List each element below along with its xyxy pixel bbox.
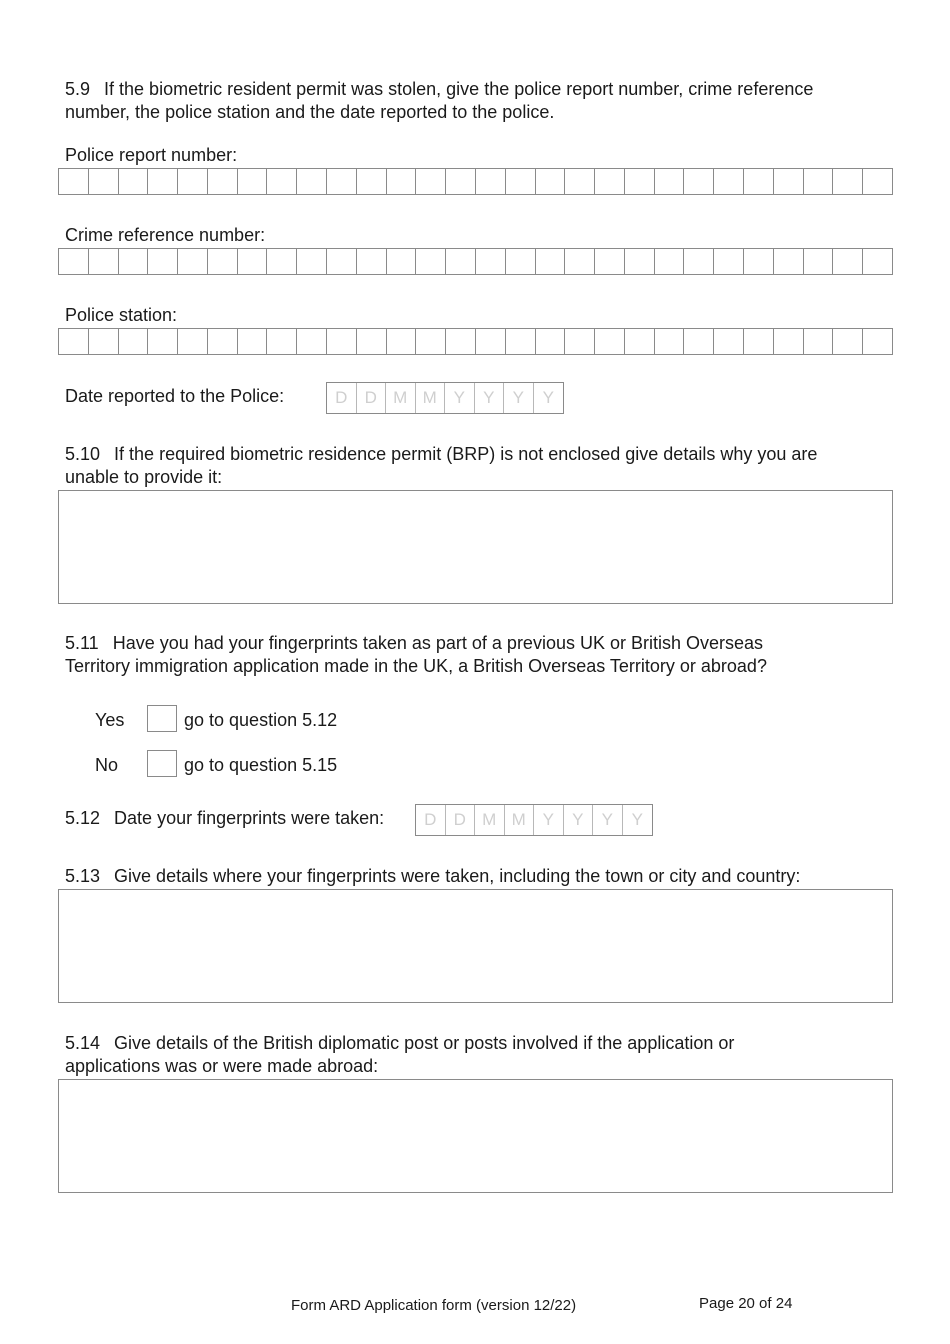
no-goto-text: go to question 5.15 — [184, 755, 338, 775]
date-year-cell[interactable]: Y — [504, 383, 534, 413]
question-5-11-text-cont: Territory immigration application made in the UK, a British Overseas Territory or abroad? — [65, 656, 767, 676]
date-year-cell[interactable]: Y — [475, 383, 505, 413]
question-line: If the biometric resident permit was stolen, give the police report number, crime reference — [104, 79, 814, 99]
question-5-10-text-cont: unable to provide it: — [65, 467, 223, 487]
fingerprints-location-textarea[interactable] — [58, 889, 893, 1003]
question-5-9-text-cont: number, the police station and the date reported to the police. — [65, 102, 555, 122]
fingerprints-date-input[interactable] — [415, 804, 653, 836]
date-month-cell[interactable]: M — [505, 805, 535, 835]
date-year-cell[interactable]: Y — [593, 805, 623, 835]
police-report-number-input[interactable] — [58, 168, 893, 195]
date-reported-label: Date reported to the Police: — [65, 386, 285, 406]
question-5-9-text — [65, 78, 813, 101]
date-month-cell[interactable]: M — [475, 805, 505, 835]
no-label: No — [95, 755, 119, 775]
question-line: Give details where your fingerprints were taken, including the town or city and country: — [114, 866, 801, 886]
police-station-input[interactable] — [58, 328, 893, 355]
yes-checkbox[interactable] — [147, 705, 177, 732]
brp-not-enclosed-details-textarea[interactable] — [58, 490, 893, 604]
date-month-cell[interactable]: M — [416, 383, 446, 413]
date-year-cell[interactable]: Y — [445, 383, 475, 413]
question-5-13-text — [65, 865, 800, 888]
question-number: 5.13 — [65, 866, 101, 886]
yes-goto-text: go to question 5.12 — [184, 710, 338, 730]
question-line: If the required biometric residence permit (BRP) is not enclosed give details why you are — [114, 444, 818, 464]
question-number: 5.10 — [65, 444, 101, 464]
question-5-14-text — [65, 1032, 734, 1055]
question-number: 5.9 — [65, 79, 91, 99]
date-day-cell[interactable]: D — [327, 383, 357, 413]
question-line: Have you had your fingerprints taken as part of a previous UK or British Overseas — [112, 633, 764, 653]
date-day-cell[interactable]: D — [416, 805, 446, 835]
date-year-cell[interactable]: Y — [564, 805, 594, 835]
date-year-cell[interactable]: Y — [542, 388, 554, 407]
no-checkbox[interactable] — [147, 750, 177, 777]
crime-reference-number-label: Crime reference number: — [65, 225, 266, 245]
question-5-12-text — [65, 807, 384, 830]
footer-form-name: Form ARD Application form (version 12/22) — [291, 1297, 577, 1314]
footer-page-number: Page 20 of 24 — [699, 1295, 793, 1312]
date-day-cell[interactable]: D — [446, 805, 476, 835]
crime-reference-number-input[interactable] — [58, 248, 893, 275]
police-report-number-label: Police report number: — [65, 145, 238, 165]
date-year-cell[interactable]: Y — [534, 805, 564, 835]
question-number: 5.12 — [65, 808, 101, 828]
question-5-14-text-cont: applications was or were made abroad: — [65, 1056, 379, 1076]
question-number: 5.14 — [65, 1033, 101, 1053]
question-5-10-text — [65, 443, 817, 466]
yes-label: Yes — [95, 710, 125, 730]
date-reported-input[interactable] — [326, 382, 564, 414]
question-5-11-text — [65, 632, 763, 655]
police-station-label: Police station: — [65, 305, 178, 325]
date-month-cell[interactable]: M — [386, 383, 416, 413]
question-line: Date your fingerprints were taken: — [114, 808, 385, 828]
date-day-cell[interactable]: D — [357, 383, 387, 413]
diplomatic-post-textarea[interactable] — [58, 1079, 893, 1193]
question-line: Give details of the British diplomatic post or posts involved if the application or — [114, 1033, 735, 1053]
question-number: 5.11 — [65, 633, 99, 653]
date-year-cell[interactable]: Y — [631, 810, 643, 829]
